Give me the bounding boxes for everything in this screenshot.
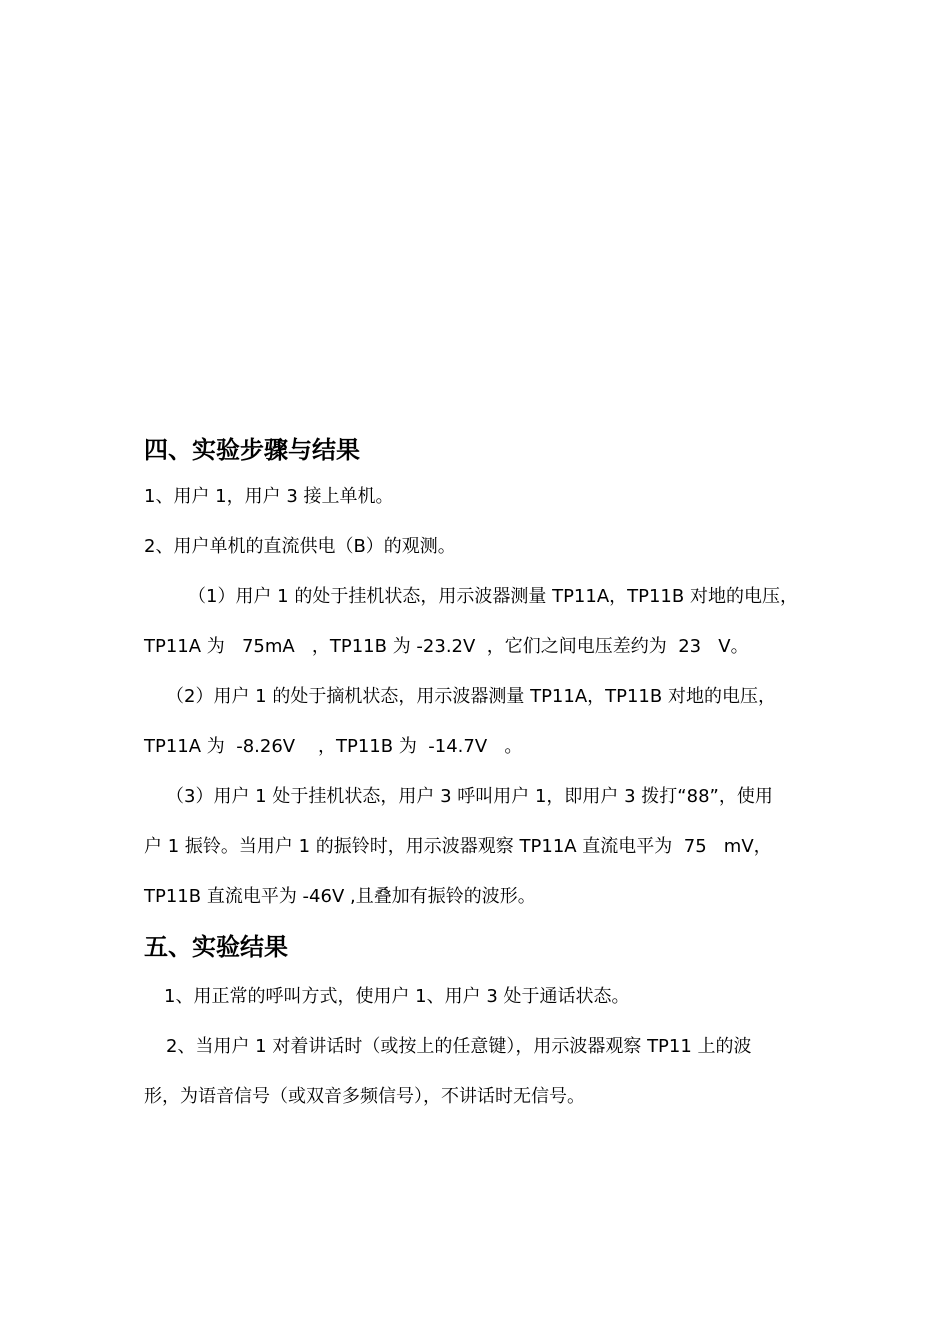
result-2-cont: 形，为语音信号（或双音多频信号），不讲话时无信号。 <box>144 1086 585 1107</box>
step-1: 1、用户 1，用户 3 接上单机。 <box>144 486 394 507</box>
step-2-item-1-result: TP11A 为 75mA ，TP11B 为 -23.2V ，它们之间电压差约为 23 V。 <box>144 636 749 657</box>
step-2-item-2: （2）用户 1 的处于摘机状态，用示波器测量 TP11A，TP11B 对地的电压， <box>166 686 776 707</box>
result-2: 2、当用户 1 对着讲话时（或按上的任意键），用示波器观察 TP11 上的波 <box>166 1036 752 1057</box>
section-5-heading: 五、实验结果 <box>144 933 288 961</box>
step-2-item-2-result: TP11A 为 -8.26V ，TP11B 为 -14.7V 。 <box>144 736 523 757</box>
result-1: 1、用正常的呼叫方式，使用户 1、用户 3 处于通话状态。 <box>164 986 630 1007</box>
step-2-item-1: （1）用户 1 的处于挂机状态，用示波器测量 TP11A，TP11B 对地的电压， <box>188 586 798 607</box>
section-4-heading: 四、实验步骤与结果 <box>144 436 360 464</box>
step-2-item-3-result: TP11B 直流电平为 -46V ,且叠加有振铃的波形。 <box>144 886 536 907</box>
step-2-item-3: （3）用户 1 处于挂机状态，用户 3 呼叫用户 1，即用户 3 拨打“88”，使用 <box>166 786 773 807</box>
step-2: 2、用户单机的直流供电（B）的观测。 <box>144 536 456 557</box>
step-2-item-3-cont: 户 1 振铃。当用户 1 的振铃时，用示波器观察 TP11A 直流电平为 75 mV， <box>144 836 772 857</box>
